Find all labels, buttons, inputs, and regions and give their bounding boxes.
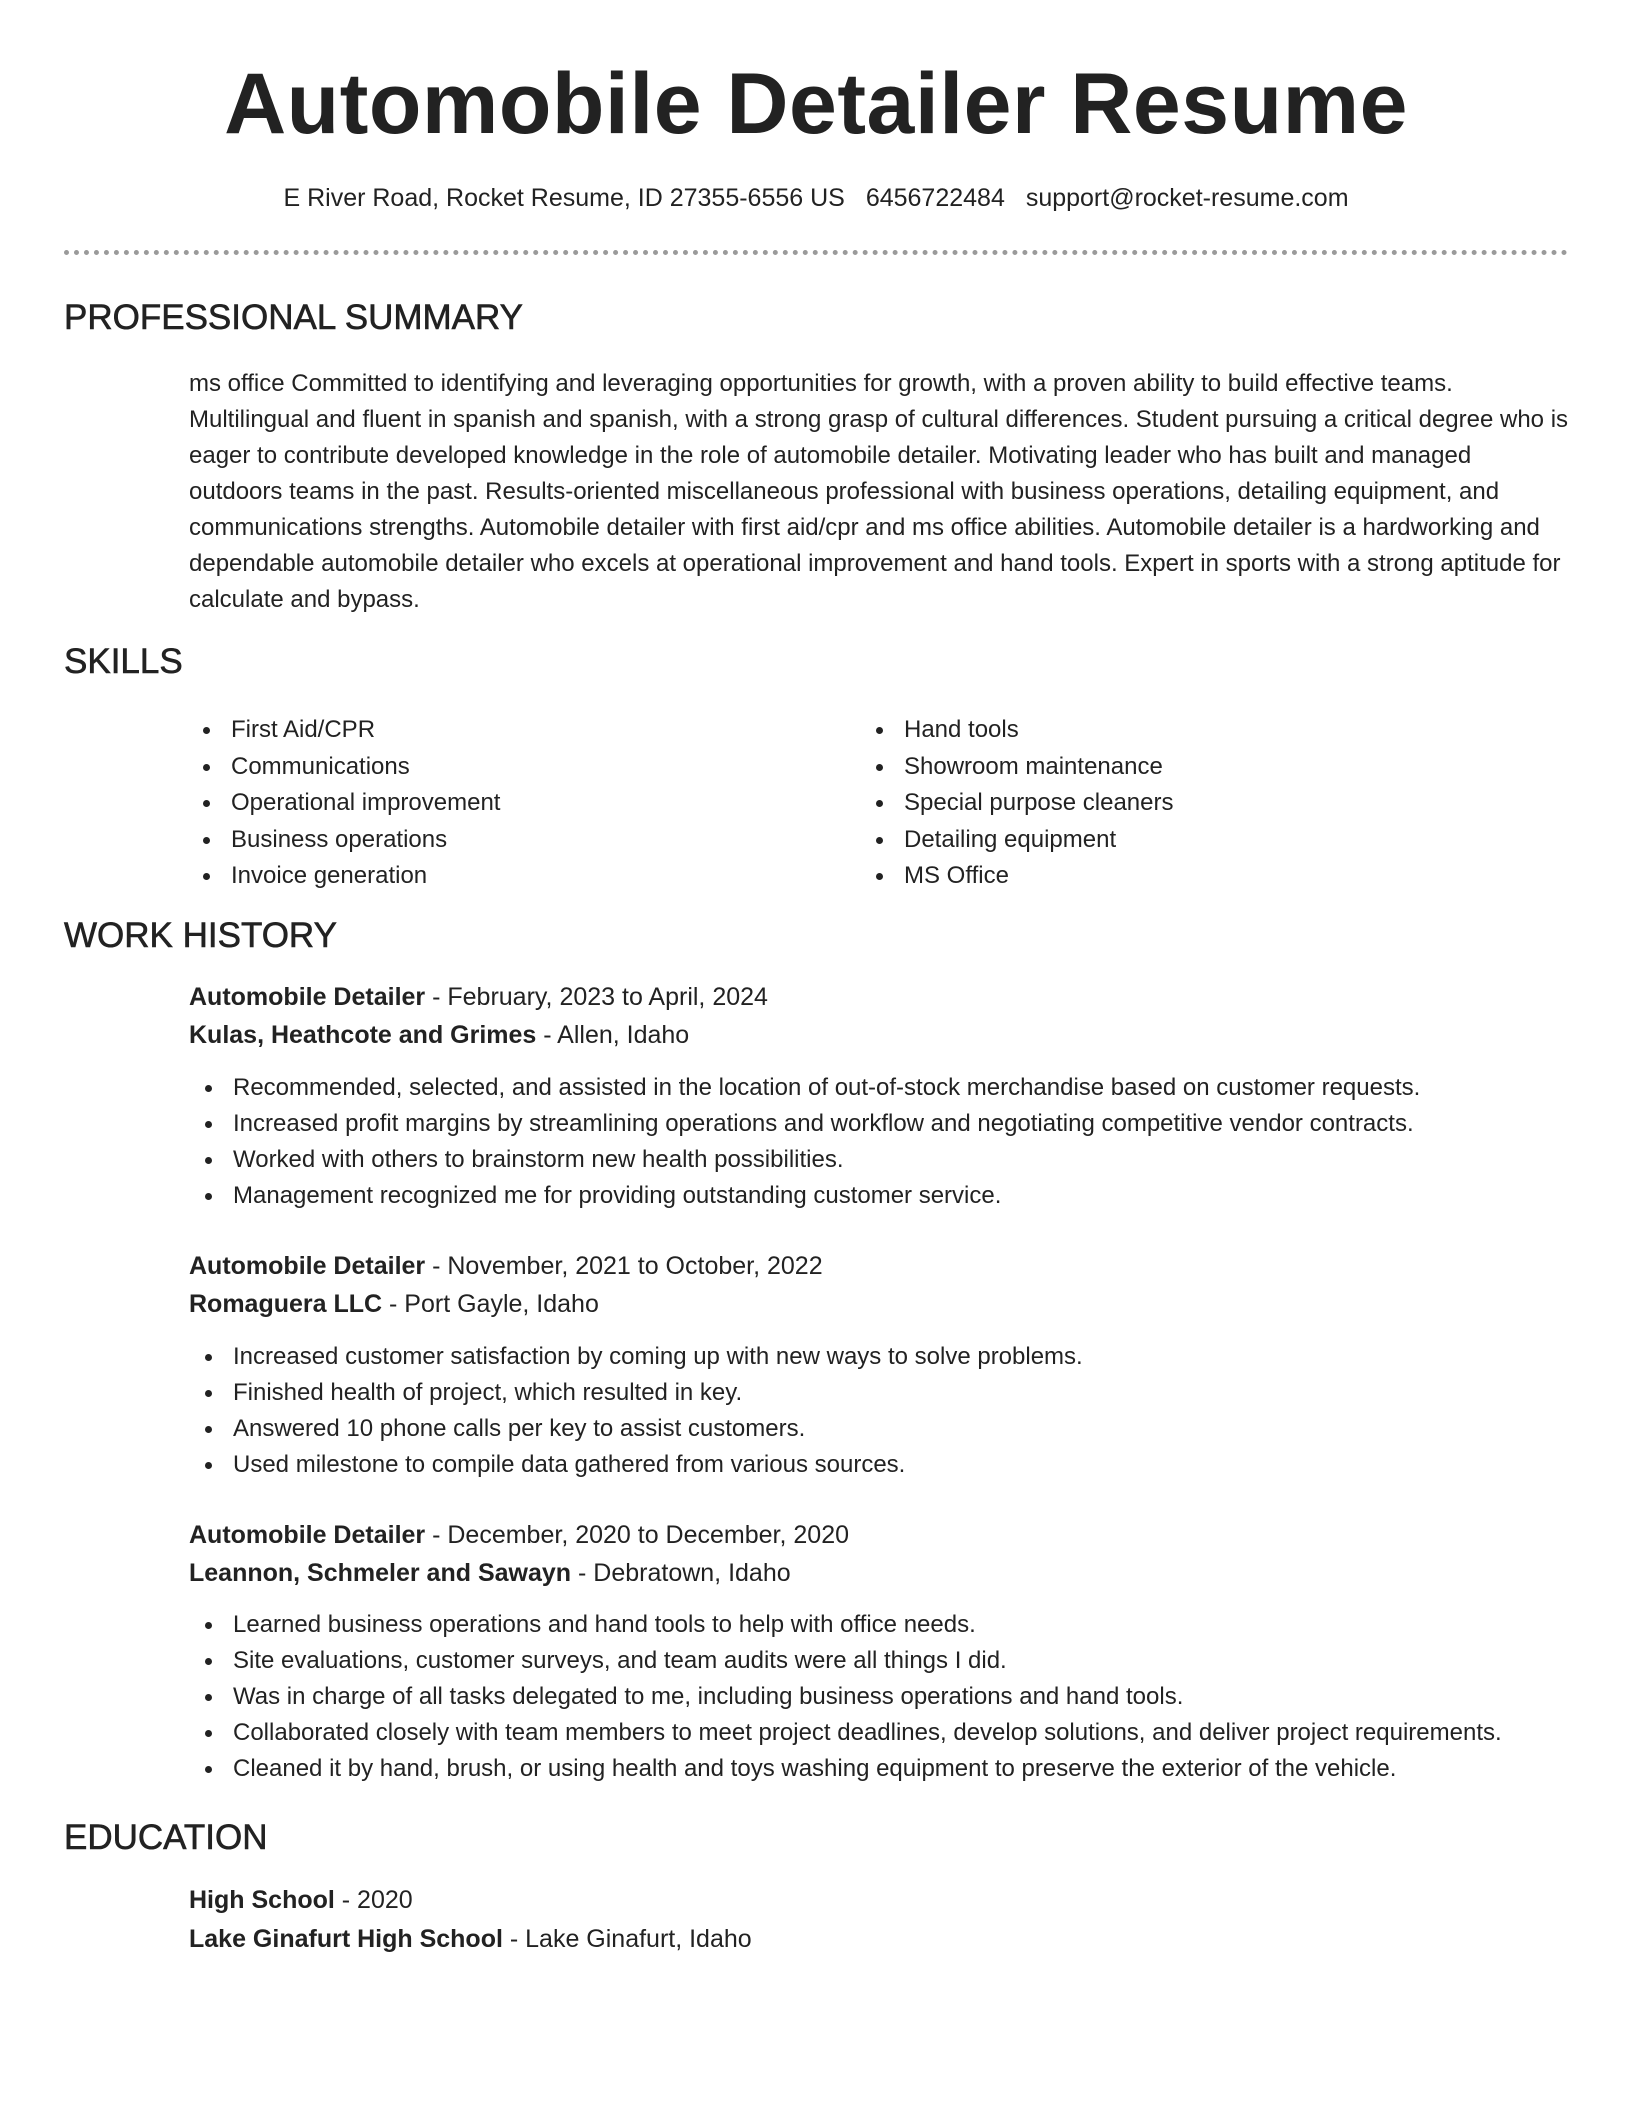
list-item: Recommended, selected, and assisted in the location of out-of-stock merchandise based on customer requests. [189, 1070, 1589, 1106]
job-title-line [189, 981, 768, 1013]
skills-heading: SKILLS [64, 642, 183, 681]
list-item: Was in charge of all tasks delegated to me, including business operations and hand tools. [189, 1679, 1589, 1715]
skill-item: Operational improvement [187, 785, 500, 822]
job-company-line [189, 1019, 689, 1051]
job-bullets [189, 1339, 1589, 1483]
list-item: Worked with others to brainstorm new health possibilities. [189, 1142, 1589, 1178]
summary-heading: PROFESSIONAL SUMMARY [64, 298, 523, 337]
job-dates: - November, 2021 to October, 2022 [425, 1252, 823, 1280]
job-bullets [189, 1607, 1589, 1787]
job-dates: - February, 2023 to April, 2024 [425, 983, 768, 1011]
job-bullets [189, 1070, 1589, 1214]
job-company: Romaguera LLC [189, 1290, 383, 1318]
header-divider [64, 250, 1568, 255]
education-year: - 2020 [334, 1886, 413, 1914]
resume-title: Automobile Detailer Resume [224, 56, 1408, 152]
contact-line [0, 182, 1632, 214]
list-item: Used milestone to compile data gathered from various sources. [189, 1447, 1589, 1483]
skill-item: Detailing equipment [860, 822, 1174, 859]
skill-item: Hand tools [860, 712, 1174, 749]
job-company-line [189, 1288, 599, 1320]
list-item: Increased profit margins by streamlining operations and workflow and negotiating competitive vendor contracts. [189, 1106, 1589, 1142]
contact-address: E River Road, Rocket Resume, ID 27355-6556 US [283, 184, 845, 212]
list-item: Answered 10 phone calls per key to assist customers. [189, 1411, 1589, 1447]
list-item: Increased customer satisfaction by coming up with new ways to solve problems. [189, 1339, 1589, 1375]
skill-item: Business operations [187, 822, 500, 859]
education-school-line [189, 1923, 752, 1955]
job-title: Automobile Detailer [189, 1521, 426, 1549]
education-degree: High School [189, 1886, 335, 1914]
skills-list-right [860, 712, 1174, 895]
contact-email: support@rocket-resume.com [1025, 184, 1349, 212]
job-company-line [189, 1557, 791, 1589]
job-company: Leannon, Schmeler and Sawayn [189, 1559, 572, 1587]
job-title-line [189, 1519, 849, 1551]
job-title: Automobile Detailer [189, 1252, 426, 1280]
education-location: - Lake Ginafurt, Idaho [502, 1925, 752, 1953]
work-heading: WORK HISTORY [64, 916, 337, 955]
skill-item: First Aid/CPR [187, 712, 500, 749]
list-item: Management recognized me for providing outstanding customer service. [189, 1178, 1589, 1214]
skill-item: Special purpose cleaners [860, 785, 1174, 822]
list-item: Learned business operations and hand tools to help with office needs. [189, 1607, 1589, 1643]
skill-item: Showroom maintenance [860, 749, 1174, 786]
job-title: Automobile Detailer [189, 983, 426, 1011]
job-company: Kulas, Heathcote and Grimes [189, 1021, 537, 1049]
list-item: Cleaned it by hand, brush, or using health and toys washing equipment to preserve the exterior of the vehicle. [189, 1751, 1589, 1787]
skill-item: Invoice generation [187, 858, 500, 895]
list-item: Collaborated closely with team members to meet project deadlines, develop solutions, and deliver project requirements. [189, 1715, 1589, 1751]
education-school: Lake Ginafurt High School [189, 1925, 503, 1953]
list-item: Site evaluations, customer surveys, and team audits were all things I did. [189, 1643, 1589, 1679]
education-heading: EDUCATION [64, 1818, 268, 1857]
contact-phone: 6456722484 [865, 184, 1005, 212]
list-item: Finished health of project, which resulted in key. [189, 1375, 1589, 1411]
job-location: - Allen, Idaho [536, 1021, 690, 1049]
job-dates: - December, 2020 to December, 2020 [425, 1521, 850, 1549]
skill-item: MS Office [860, 858, 1174, 895]
skill-item: Communications [187, 749, 500, 786]
education-degree-line [189, 1884, 413, 1916]
job-title-line [189, 1250, 823, 1282]
skills-list-left [187, 712, 500, 895]
job-location: - Port Gayle, Idaho [382, 1290, 599, 1318]
job-location: - Debratown, Idaho [571, 1559, 791, 1587]
summary-text: ms office Committed to identifying and leveraging opportunities for growth, with a proven ability to build effective teams. Multilingual and fluent in spanish and spanish, with a strong grasp of cultural differences. Student pursuing a critical degree who is eager to contribute developed knowledge in the role of automobile detailer. Motivating leader who has built and managed outdoors teams in the past. Results-oriented miscellaneous professional with business operations, detailing equipment, and communications strengths. Automobile detailer with first aid/cpr and ms office abilities. Automobile detailer is a hardworking and dependable automobile detailer who excels at operational improvement and hand tools. Expert in sports with a strong aptitude for calculate and bypass. [189, 370, 1569, 613]
